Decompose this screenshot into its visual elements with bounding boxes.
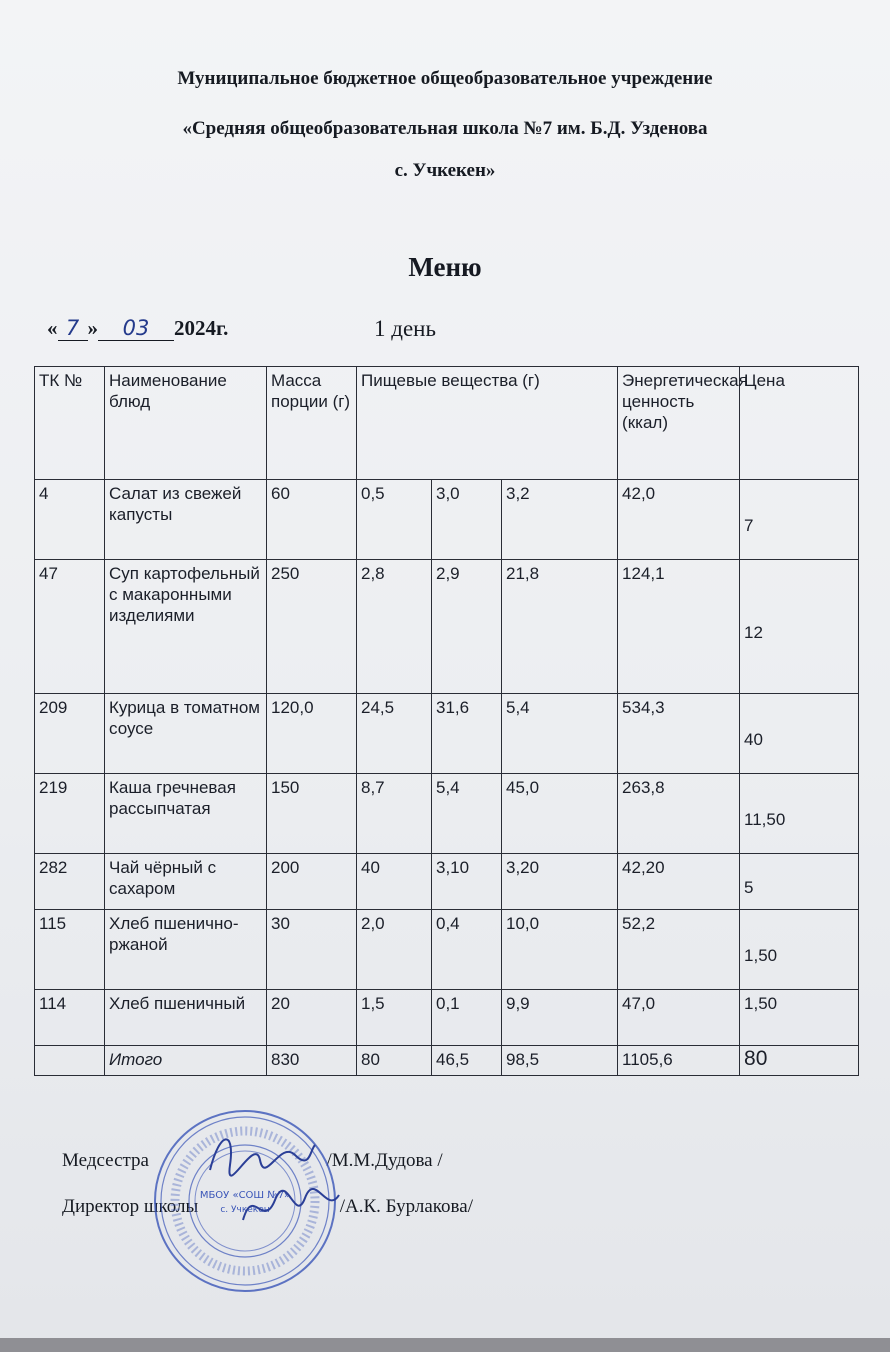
cell-price: 1,50 xyxy=(740,990,859,1046)
table-row xyxy=(35,774,859,854)
date-line xyxy=(47,316,228,341)
cell-energy: 263,8 xyxy=(618,774,740,854)
table-row xyxy=(35,480,859,560)
cell-c: 9,9 xyxy=(502,990,618,1046)
cell-energy: 52,2 xyxy=(618,910,740,990)
page-bottom-edge xyxy=(0,1338,890,1352)
cell-price: 12 xyxy=(740,560,859,694)
total-f: 46,5 xyxy=(432,1046,502,1076)
cell-name: Хлеб пшенично-ржаной xyxy=(105,910,267,990)
menu-table-body xyxy=(35,480,859,1076)
nurse-role: Медсестра xyxy=(62,1150,149,1171)
cell-c: 10,0 xyxy=(502,910,618,990)
cell-blank xyxy=(35,1046,105,1076)
date-year: 2024г. xyxy=(174,316,229,340)
cell-f: 3,0 xyxy=(432,480,502,560)
cell-name: Чай чёрный с сахаром xyxy=(105,854,267,910)
header-name: Наименование блюд xyxy=(105,367,267,480)
total-row xyxy=(35,1046,859,1076)
cell-c: 5,4 xyxy=(502,694,618,774)
total-mass: 830 xyxy=(267,1046,357,1076)
cell-p: 40 xyxy=(357,854,432,910)
date-month: 03 xyxy=(98,316,174,341)
cell-mass: 150 xyxy=(267,774,357,854)
cell-mass: 30 xyxy=(267,910,357,990)
cell-mass: 20 xyxy=(267,990,357,1046)
cell-energy: 124,1 xyxy=(618,560,740,694)
cell-p: 8,7 xyxy=(357,774,432,854)
cell-p: 0,5 xyxy=(357,480,432,560)
cell-p: 24,5 xyxy=(357,694,432,774)
cell-tk: 209 xyxy=(35,694,105,774)
cell-c: 3,20 xyxy=(502,854,618,910)
cell-f: 3,10 xyxy=(432,854,502,910)
cell-tk: 47 xyxy=(35,560,105,694)
director-role: Директор школы xyxy=(62,1196,199,1217)
cell-tk: 282 xyxy=(35,854,105,910)
nurse-name: /М.М.Дудова / xyxy=(326,1150,443,1171)
cell-price: 7 xyxy=(740,480,859,560)
cell-name: Курица в томатном соусе xyxy=(105,694,267,774)
table-header-row xyxy=(35,367,859,480)
cell-tk: 114 xyxy=(35,990,105,1046)
total-label: Итого xyxy=(105,1046,267,1076)
cell-p: 2,8 xyxy=(357,560,432,694)
cell-p: 2,0 xyxy=(357,910,432,990)
cell-c: 45,0 xyxy=(502,774,618,854)
org-line-3: с. Учкекен» xyxy=(394,160,496,181)
cell-name: Суп картофельный с макаронными изделиями xyxy=(105,560,267,694)
cell-tk: 4 xyxy=(35,480,105,560)
stamp-place-text: с. Учкекен xyxy=(220,1205,270,1215)
header-tk: ТК № xyxy=(35,367,105,480)
header-nutrients: Пищевые вещества (г) xyxy=(357,367,618,480)
cell-c: 21,8 xyxy=(502,560,618,694)
cell-tk: 219 xyxy=(35,774,105,854)
director-signature-scribble xyxy=(235,1180,345,1240)
cell-c: 3,2 xyxy=(502,480,618,560)
cell-name: Салат из свежей капусты xyxy=(105,480,267,560)
cell-name: Хлеб пшеничный xyxy=(105,990,267,1046)
cell-mass: 250 xyxy=(267,560,357,694)
cell-price: 11,50 xyxy=(740,774,859,854)
document-title: Меню xyxy=(408,252,482,282)
table-row xyxy=(35,694,859,774)
cell-price: 40 xyxy=(740,694,859,774)
cell-mass: 60 xyxy=(267,480,357,560)
date-open-quote: « xyxy=(47,316,58,340)
cell-name: Каша гречневая рассыпчатая xyxy=(105,774,267,854)
cell-f: 5,4 xyxy=(432,774,502,854)
total-energy: 1105,6 xyxy=(618,1046,740,1076)
cell-tk: 115 xyxy=(35,910,105,990)
date-close-quote: » xyxy=(87,316,98,340)
cell-p: 1,5 xyxy=(357,990,432,1046)
cell-f: 2,9 xyxy=(432,560,502,694)
org-line-1: Муниципальное бюджетное общеобразовательное учреждение xyxy=(177,68,713,89)
table-row xyxy=(35,560,859,694)
date-day: 7 xyxy=(58,316,88,341)
cell-price: 1,50 xyxy=(740,910,859,990)
total-c: 98,5 xyxy=(502,1046,618,1076)
total-p: 80 xyxy=(357,1046,432,1076)
table-row xyxy=(35,990,859,1046)
cell-mass: 120,0 xyxy=(267,694,357,774)
header-mass: Масса порции (г) xyxy=(267,367,357,480)
menu-table xyxy=(34,366,859,1076)
table-row xyxy=(35,854,859,910)
header-energy: Энергетическая ценность (ккал) xyxy=(618,367,740,480)
cell-energy: 534,3 xyxy=(618,694,740,774)
cell-f: 31,6 xyxy=(432,694,502,774)
org-line-2: «Средняя общеобразовательная школа №7 им. Б.Д. Узденова xyxy=(182,118,708,139)
director-name: /А.К. Бурлакова/ xyxy=(339,1196,473,1217)
header-price: Цена xyxy=(740,367,859,480)
table-row xyxy=(35,910,859,990)
cell-mass: 200 xyxy=(267,854,357,910)
cell-energy: 42,20 xyxy=(618,854,740,910)
cell-price: 5 xyxy=(740,854,859,910)
cell-f: 0,1 xyxy=(432,990,502,1046)
cell-energy: 42,0 xyxy=(618,480,740,560)
total-price: 80 xyxy=(740,1046,859,1076)
stamp-center-text: МБОУ «СОШ №7» xyxy=(199,1190,291,1201)
day-label: 1 день xyxy=(374,316,436,341)
cell-energy: 47,0 xyxy=(618,990,740,1046)
cell-f: 0,4 xyxy=(432,910,502,990)
